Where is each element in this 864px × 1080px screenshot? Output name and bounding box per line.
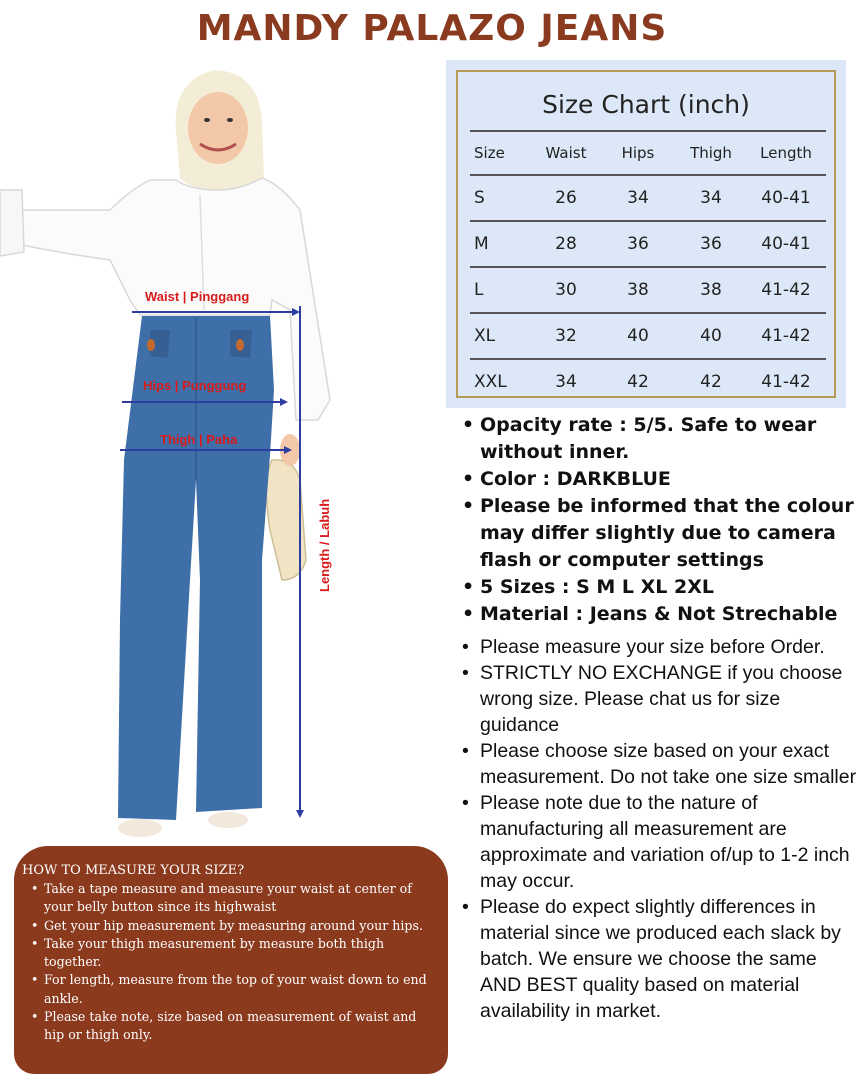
model-photo [0,60,440,850]
list-item: • Please measure your size before Order. [458,634,860,660]
list-item: • Please note due to the nature of manufacturing all measurement are approximate and variation of/up to 1-2 inch may occur. [458,790,860,894]
table-row [470,312,826,358]
list-item: • STRICTLY NO EXCHANGE if you choose wrong size. Please chat us for size guidance [458,660,860,738]
table-row [470,174,826,220]
cell-waist: 28 [555,234,577,254]
cell-length: 41-42 [761,372,811,392]
list-item: • Opacity rate : 5/5. Safe to wear without inner. [458,412,858,466]
cell-size: S [474,188,485,208]
list-item: • Take a tape measure and measure your waist at center of your belly button since its highwaist [22,880,438,917]
cell-size: L [474,280,484,300]
length-label: Length / Labuh [317,498,332,592]
face-shape [188,92,248,164]
cell-length: 40-41 [761,234,811,254]
cell-hips: 42 [627,372,649,392]
header-size: Size [474,144,505,162]
cell-length: 41-42 [761,326,811,346]
table-row [470,220,826,266]
cell-waist: 30 [555,280,577,300]
cell-waist: 26 [555,188,577,208]
how-to-measure-title: HOW TO MEASURE YOUR SIZE? [22,863,245,878]
list-item: • Get your hip measurement by measuring around your hips. [22,917,438,935]
header-hips: Hips [621,144,655,162]
cell-size: M [474,234,489,254]
list-item: • Take your thigh measurement by measure both thigh together. [22,935,438,972]
cell-waist: 32 [555,326,577,346]
cell-hips: 36 [627,234,649,254]
size-chart-table [470,130,826,404]
cell-size: XXL [474,372,507,392]
waist-label: Waist | Pinggang [145,289,250,304]
cell-hips: 40 [627,326,649,346]
cell-thigh: 38 [700,280,722,300]
header-length: Length [760,144,812,162]
list-item: • 5 Sizes : S M L XL 2XL [458,574,858,601]
header-thigh: Thigh [690,144,732,162]
size-chart-header-row [470,130,826,174]
list-item: • Please be informed that the colour may differ slightly due to camera flash or computer settings [458,493,858,574]
list-item: • Please choose size based on your exact measurement. Do not take one size smaller [458,738,860,790]
cell-thigh: 40 [700,326,722,346]
thigh-label: Thigh | Paha [160,432,238,447]
page-title: MANDY PALAZO JEANS [196,8,668,49]
list-item: • Color : DARKBLUE [458,466,858,493]
cell-waist: 34 [555,372,577,392]
cell-thigh: 36 [700,234,722,254]
cell-size: XL [474,326,496,346]
order-notes-list [458,634,860,1024]
list-item: • Please take note, size based on measurement of waist and hip or thigh only. [22,1008,438,1045]
table-row [470,358,826,404]
size-chart [446,60,846,408]
cell-thigh: 34 [700,188,722,208]
cell-hips: 38 [627,280,649,300]
product-info-list [458,412,858,628]
header-waist: Waist [545,144,587,162]
cell-length: 41-42 [761,280,811,300]
cell-thigh: 42 [700,372,722,392]
list-item: • Please do expect slightly differences in material since we produced each slack by batch. We ensure we choose the same AND BEST quality based on material availability in market. [458,894,860,1024]
how-to-measure-box [14,846,448,1074]
size-chart-title: Size Chart (inch) [542,90,750,119]
cell-hips: 34 [627,188,649,208]
list-item: • Material : Jeans & Not Strechable [458,601,858,628]
cell-length: 40-41 [761,188,811,208]
list-item: • For length, measure from the top of your waist down to end ankle. [22,971,438,1008]
hips-label: Hips | Punggung [143,378,247,393]
table-row [470,266,826,312]
